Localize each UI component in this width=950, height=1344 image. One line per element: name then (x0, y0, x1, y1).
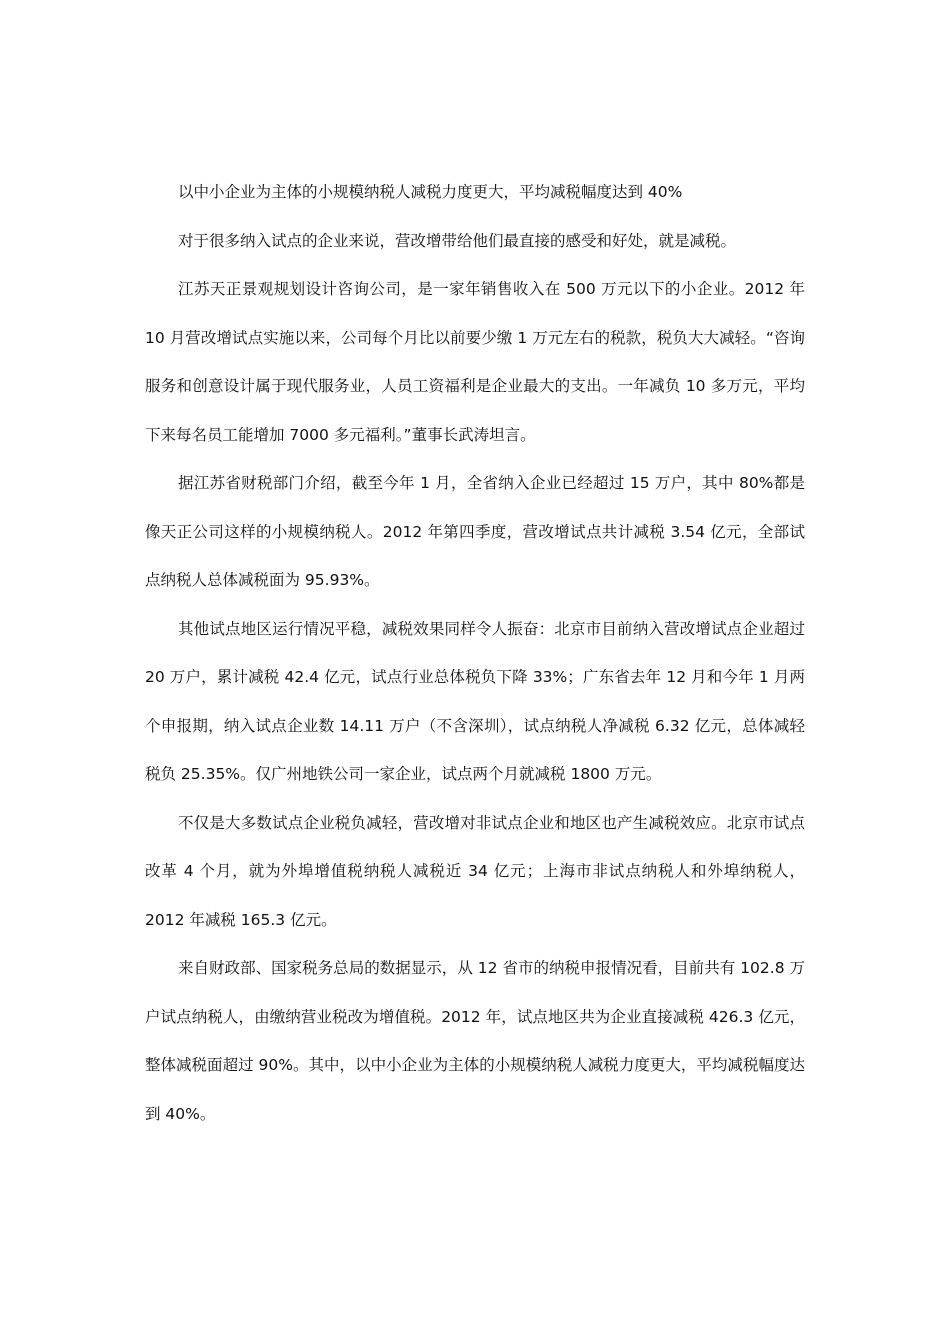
paragraph-heading: 以中小企业为主体的小规模纳税人减税力度更大，平均减税幅度达到 40% (178, 183, 683, 201)
paragraph: 来自财政部、国家税务总局的数据显示，从 12 省市的纳税申报情况看，目前共有 102.8 万户试点纳税人，由缴纳营业税改为增值税。2012 年，试点地区共为企业直接减税 426.3 亿元，整体减税面超过 90%。其中，以中小企业为主体的小规模纳税人减税力度更大，平均减税幅度达到 40%。 (145, 959, 805, 1123)
paragraph: 江苏天正景观规划设计咨询公司，是一家年销售收入在 500 万元以下的小企业。2012 年 10 月营改增试点实施以来，公司每个月比以前要少缴 1 万元左右的税款，税负大大减轻。“咨询服务和创意设计属于现代服务业，人员工资福利是企业最大的支出。一年减负 10 多万元，平均下来每名员工能增加 7000 多元福利。”董事长武涛坦言。 (145, 280, 805, 444)
paragraph: 据江苏省财税部门介绍，截至今年 1 月，全省纳入企业已经超过 15 万户，其中 80%都是像天正公司这样的小规模纳税人。2012 年第四季度，营改增试点共计减税 3.54 亿元，全部试点纳税人总体减税面为 95.93%。 (145, 474, 805, 589)
paragraph: 对于很多纳入试点的企业来说，营改增带给他们最直接的感受和好处，就是减税。 (178, 231, 737, 250)
document-body (145, 168, 805, 1138)
paragraph: 其他试点地区运行情况平稳，减税效果同样令人振奋：北京市目前纳入营改增试点企业超过 20 万户，累计减税 42.4 亿元，试点行业总体税负下降 33%；广东省去年 12 月和今年 1 月两个申报期，纳入试点企业数 14.11 万户（不含深圳），试点纳税人净减税 6.32 亿元，总体减轻税负 25.35%。仅广州地铁公司一家企业，试点两个月就减税 1800 万元。 (145, 619, 805, 783)
paragraph: 不仅是大多数试点企业税负减轻，营改增对非试点企业和地区也产生减税效应。北京市试点改革 4 个月，就为外埠增值税纳税人减税近 34 亿元；上海市非试点纳税人和外埠纳税人，2012 年减税 165.3 亿元。 (145, 813, 805, 929)
